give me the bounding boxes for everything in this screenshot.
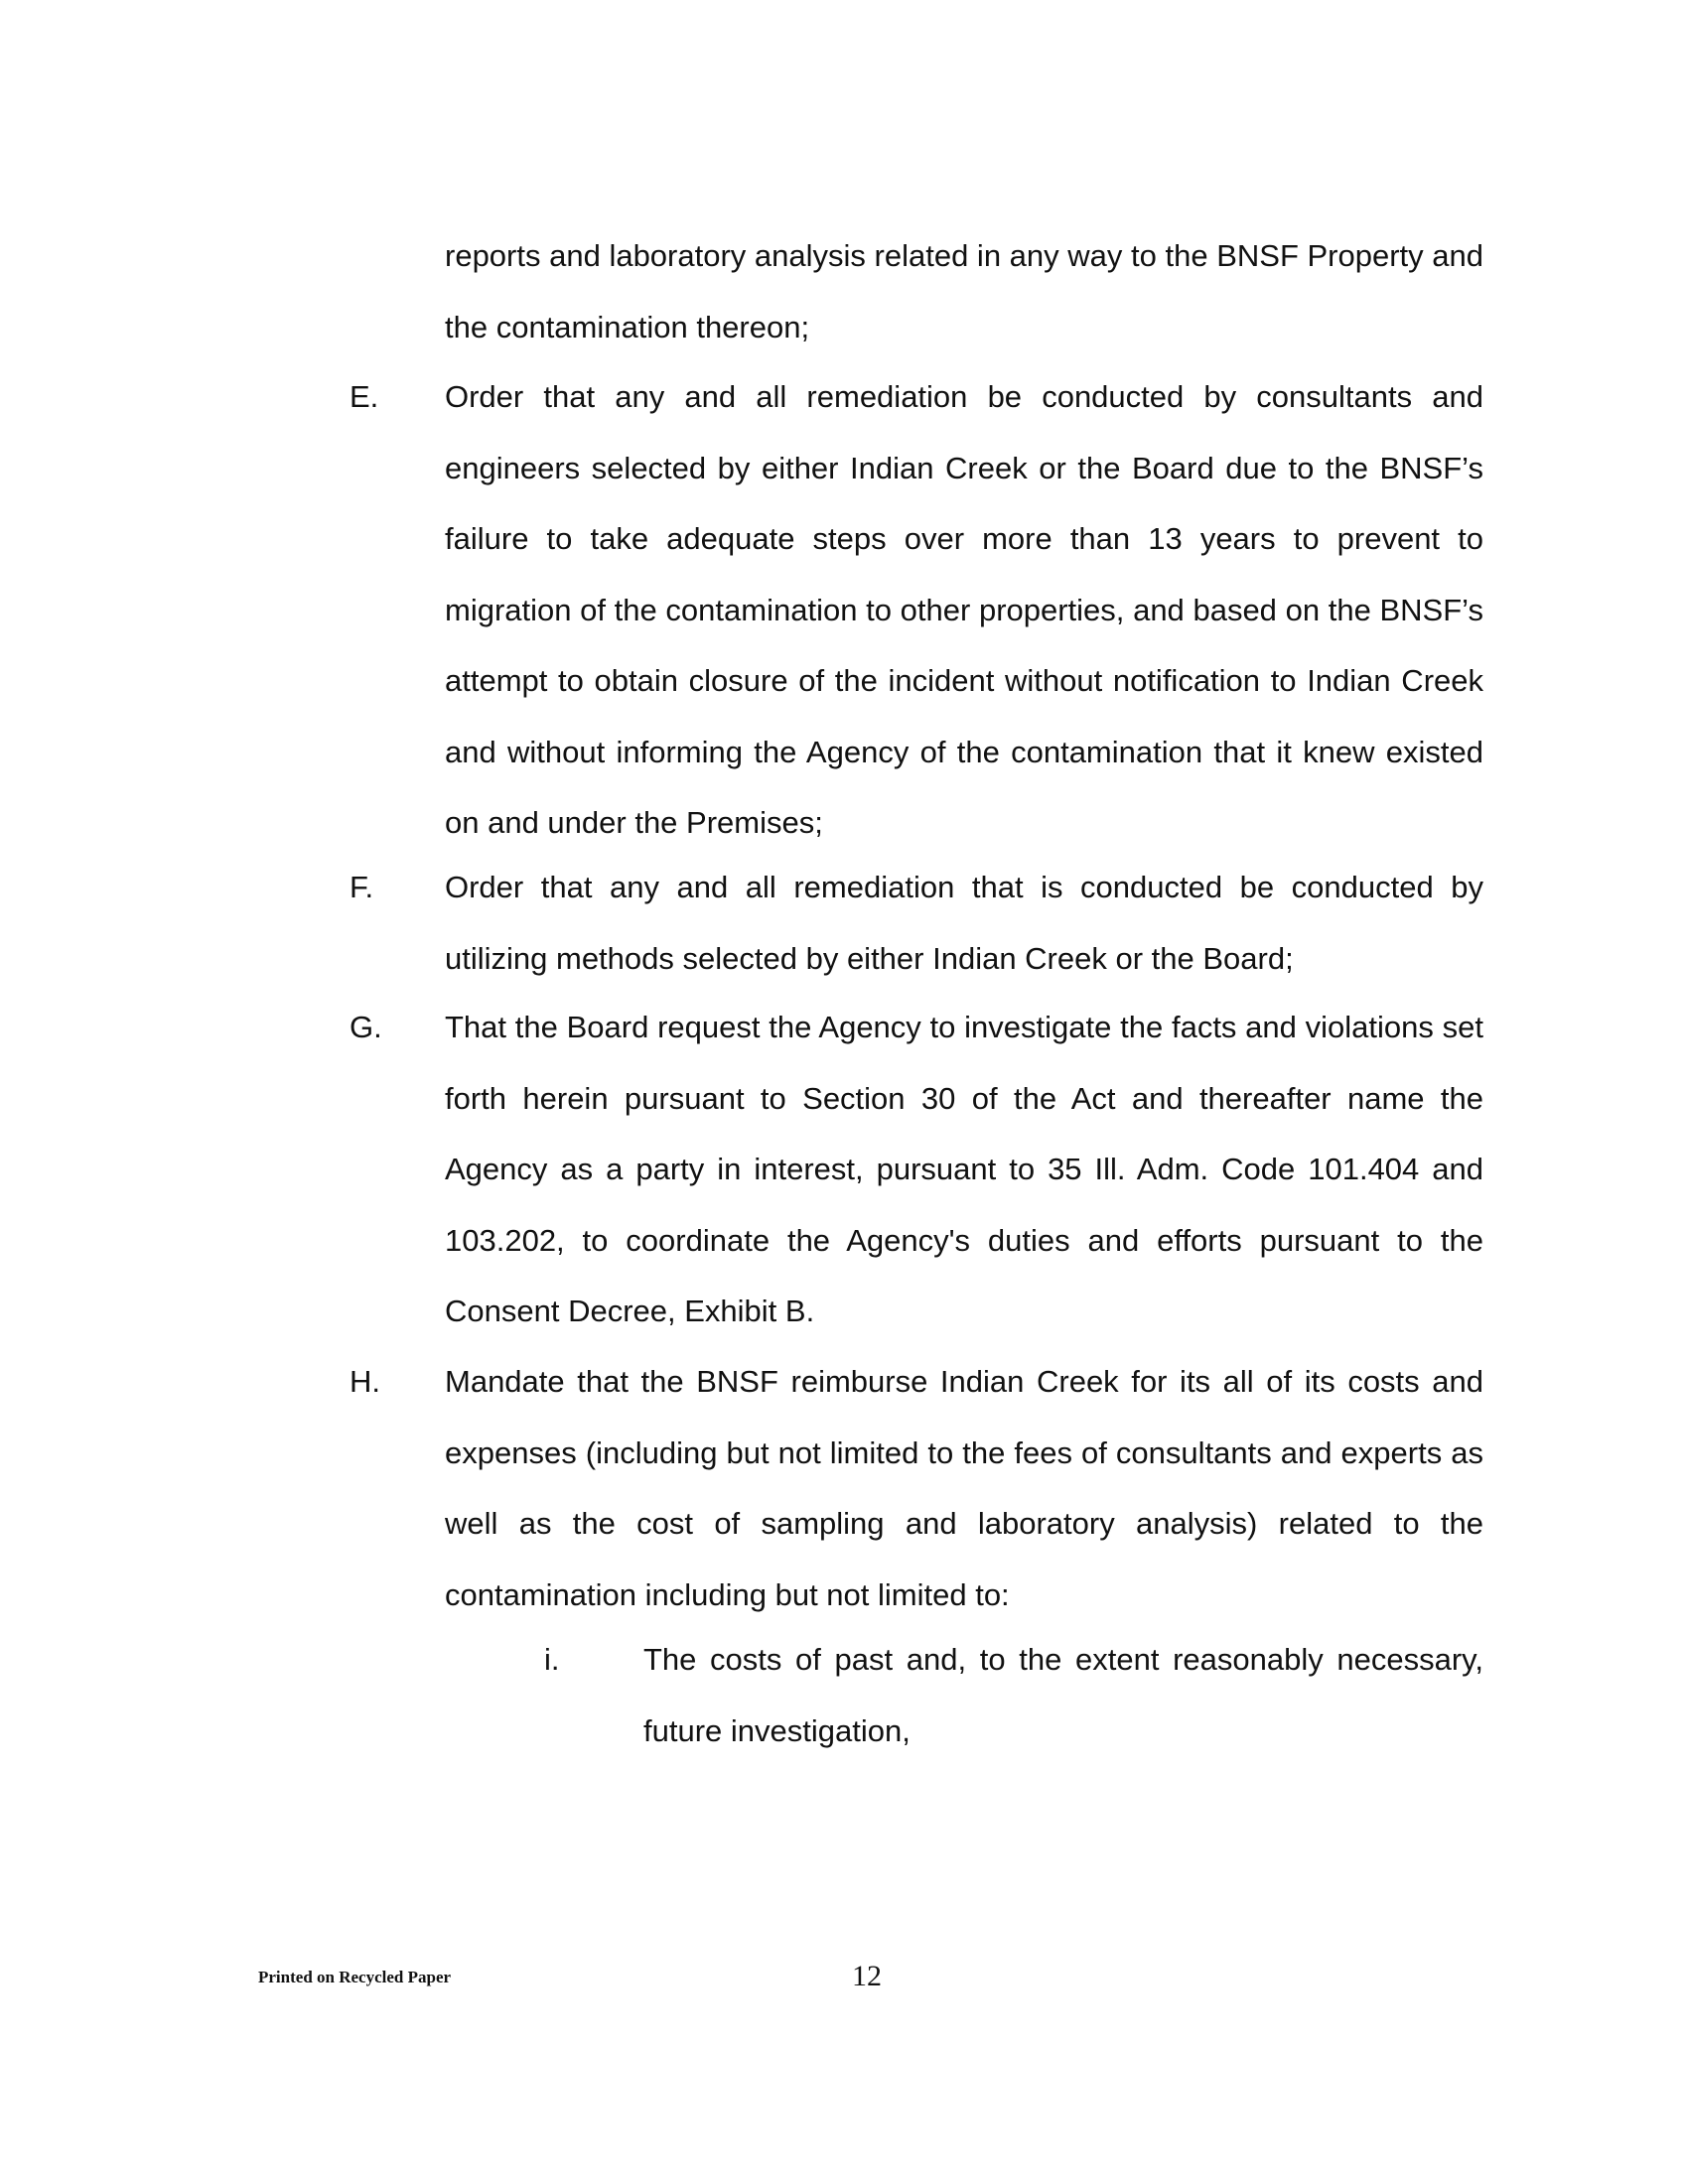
subitem-letter-i: i.: [544, 1642, 560, 1677]
continuation-paragraph: reports and laboratory analysis related in any way to the BNSF Property and the contamination thereon;: [445, 238, 1483, 344]
recycled-paper-note: Printed on Recycled Paper: [258, 1968, 452, 1986]
item-letter-e: E.: [350, 379, 379, 414]
item-text-h: Mandate that the BNSF reimburse Indian Creek for its all of its costs and expenses (including but not limited to the fees of consultants and experts as well as the cost of sampling and laboratory analysis) related to the contamination including but not limited to:: [445, 1364, 1483, 1612]
page-number: 12: [852, 1960, 882, 1992]
subitem-text-i: The costs of past and, to the extent reasonably necessary, future investigation,: [643, 1642, 1483, 1748]
item-letter-g: G.: [350, 1010, 382, 1044]
item-text-e: Order that any and all remediation be conducted by consultants and engineers selected by either Indian Creek or the Board due to the BNSF’s failure to take adequate steps over more than 13 years to prevent to migration of the contamination to other properties, and based on the BNSF’s attempt to obtain closure of the incident without notification to Indian Creek and without informing the Agency of the contamination that it knew existed on and under the Premises;: [445, 379, 1483, 840]
item-letter-f: F.: [350, 870, 374, 904]
item-text-f: Order that any and all remediation that is conducted be conducted by utilizing methods selected by either Indian Creek or the Board;: [445, 870, 1483, 976]
item-letter-h: H.: [350, 1364, 380, 1399]
item-text-g: That the Board request the Agency to investigate the facts and violations set forth herein pursuant to Section 30 of the Act and thereafter name the Agency as a party in interest, pursuant to 35 Ill. Adm. Code 101.404 and 103.202, to coordinate the Agency's duties and efforts pursuant to the Consent Decree, Exhibit B.: [445, 1010, 1483, 1328]
